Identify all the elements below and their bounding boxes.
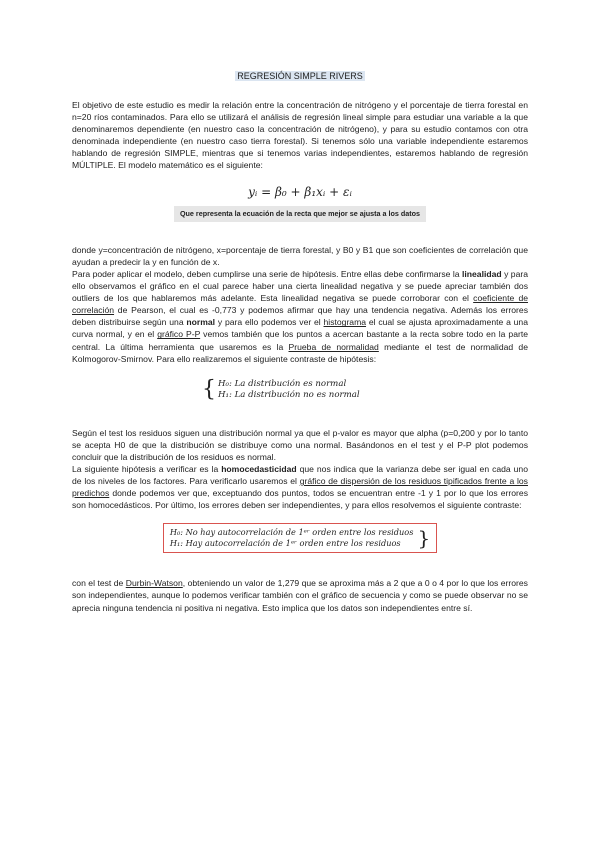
link-grafico-dispersion[interactable]: gráfico de dispersión de los residuos tipificados frente a los predichos: [72, 476, 528, 499]
link-histograma[interactable]: histograma: [323, 317, 367, 328]
intro-paragraph: El objetivo de este estudio es medir la relación entre la concentración de nitrógeno y el porcentaje de tierra forestal en n=20 ríos contaminados. Para ello se utilizará el análisis de regresión lineal simple para estudiar una variable a la que denominaremos dependiente (en nuestro caso la concentración de nitrógeno), y para su estudio contamos con otra denominada independiente (en nuestro caso tierra forestal). Si tenemos sólo una variable independiente estaremos hablando de regresión SIMPLE, mientras que si tenemos varias independientes, estaremos hablando de regresión MÚLTIPLE. El modelo matemático es el siguiente:: [72, 100, 528, 171]
variables-paragraph: donde y=concentración de nitrógeno, x=porcentaje de tierra forestal, y B0 y B1 que son coeficientes de correlación que ayudan a predecir la y en función de x.: [72, 244, 528, 267]
linearity-paragraph: Para poder aplicar el modelo, deben cumplirse una serie de hipótesis. Entre ellas debe confirmarse la linealidad y para ello observamos el gráfico en el cual parece haber una cierta linealidad negativa y se puede apreciar también dos outliers de los que hablaremos más adelante. Esta linealidad negativa se puede corroborar con el coeficiente de correlación de Pearson, el cual es -0,773 y podemos afirmar que hay una tendencia negativa. Además los errores deben distribuirse según una normal y para ello podemos ver el histograma el cual se ajusta aproximadamente a una curva normal, y en el gráfico P-P vemos también que los puntos a acercan bastante a la recta sobre todo en la parte central. La última herramienta que usaremos es la Prueba de normalidad mediante el test de normalidad de Kolmogorov-Smirnov. Para ello realizaremos el siguiente contraste de hipótesis:: [72, 268, 529, 364]
page-title: REGRESIÓN SIMPLE RIVERS: [237, 71, 363, 81]
h1-normal: H₁: La distribución no es normal: [218, 389, 360, 400]
durbin-watson-paragraph: con el test de Durbin-Watson, obteniendo un valor de 1,279 que se aproxima más a 2 que a 0 o 4 por lo que los errores son independientes, aunque lo podemos verificar también con el gráfico de secuencia y como se puede observar no se aprecia ninguna tendencia ni positiva ni negativa. Esto implica que los datos son independientes entre sí.: [72, 578, 528, 613]
normality-hypothesis: [202, 376, 528, 402]
link-durbin-watson[interactable]: Durbin-Watson: [125, 578, 183, 589]
formula-caption: Que representa la ecuación de la recta que mejor se ajusta a los datos: [174, 206, 426, 222]
regression-formula: yᵢ = β₀ + β₁xᵢ + εᵢ: [248, 184, 352, 199]
h0-autocorrelation: H₀: No hay autocorrelación de 1ᵉʳ orden entre los residuos: [169, 527, 414, 538]
homoscedasticity-paragraph: La siguiente hipótesis a verificar es la homocedasticidad que nos indica que la varianza debe ser igual en cada uno de los niveles de los factores. Para verificarlo usaremos el gráfico de dispersión de los residuos tipificados frente a los predichos donde podemos ver que, exceptuando dos puntos, todos se encuentran entre -1 y 1 por lo que los errores son homocedásticos. Por último, los errores deben ser independientes, y para ellos resolvemos el siguiente contraste:: [72, 463, 528, 511]
linealidad-term: linealidad: [462, 268, 502, 279]
link-grafico-pp[interactable]: gráfico P-P: [157, 329, 201, 340]
homocedasticidad-term: homocedasticidad: [221, 463, 297, 474]
brace-icon: }: [417, 525, 431, 550]
normal-term: normal: [186, 317, 216, 328]
brace-icon: {: [202, 376, 216, 402]
link-prueba-normalidad[interactable]: Prueba de normalidad: [288, 341, 379, 352]
h0-normal: H₀: La distribución es normal: [218, 378, 347, 389]
independence-hypothesis: [163, 523, 437, 553]
normality-result-paragraph: Según el test los residuos siguen una distribución normal ya que el p-valor es mayor que alpha (p=0,200 y por lo tanto se acepta H0 de que la distribución se distribuye como una normal. Basándonos en el test y el P-P plot podemos concluir que la distribución de los residuos es normal.: [72, 427, 528, 462]
h1-autocorrelation: H₁: Hay autocorrelación de 1ᵉʳ orden entre los residuos: [169, 538, 401, 549]
link-coeficiente-correlacion[interactable]: coeficiente de correlación: [72, 293, 529, 316]
document-page: [72, 70, 528, 614]
